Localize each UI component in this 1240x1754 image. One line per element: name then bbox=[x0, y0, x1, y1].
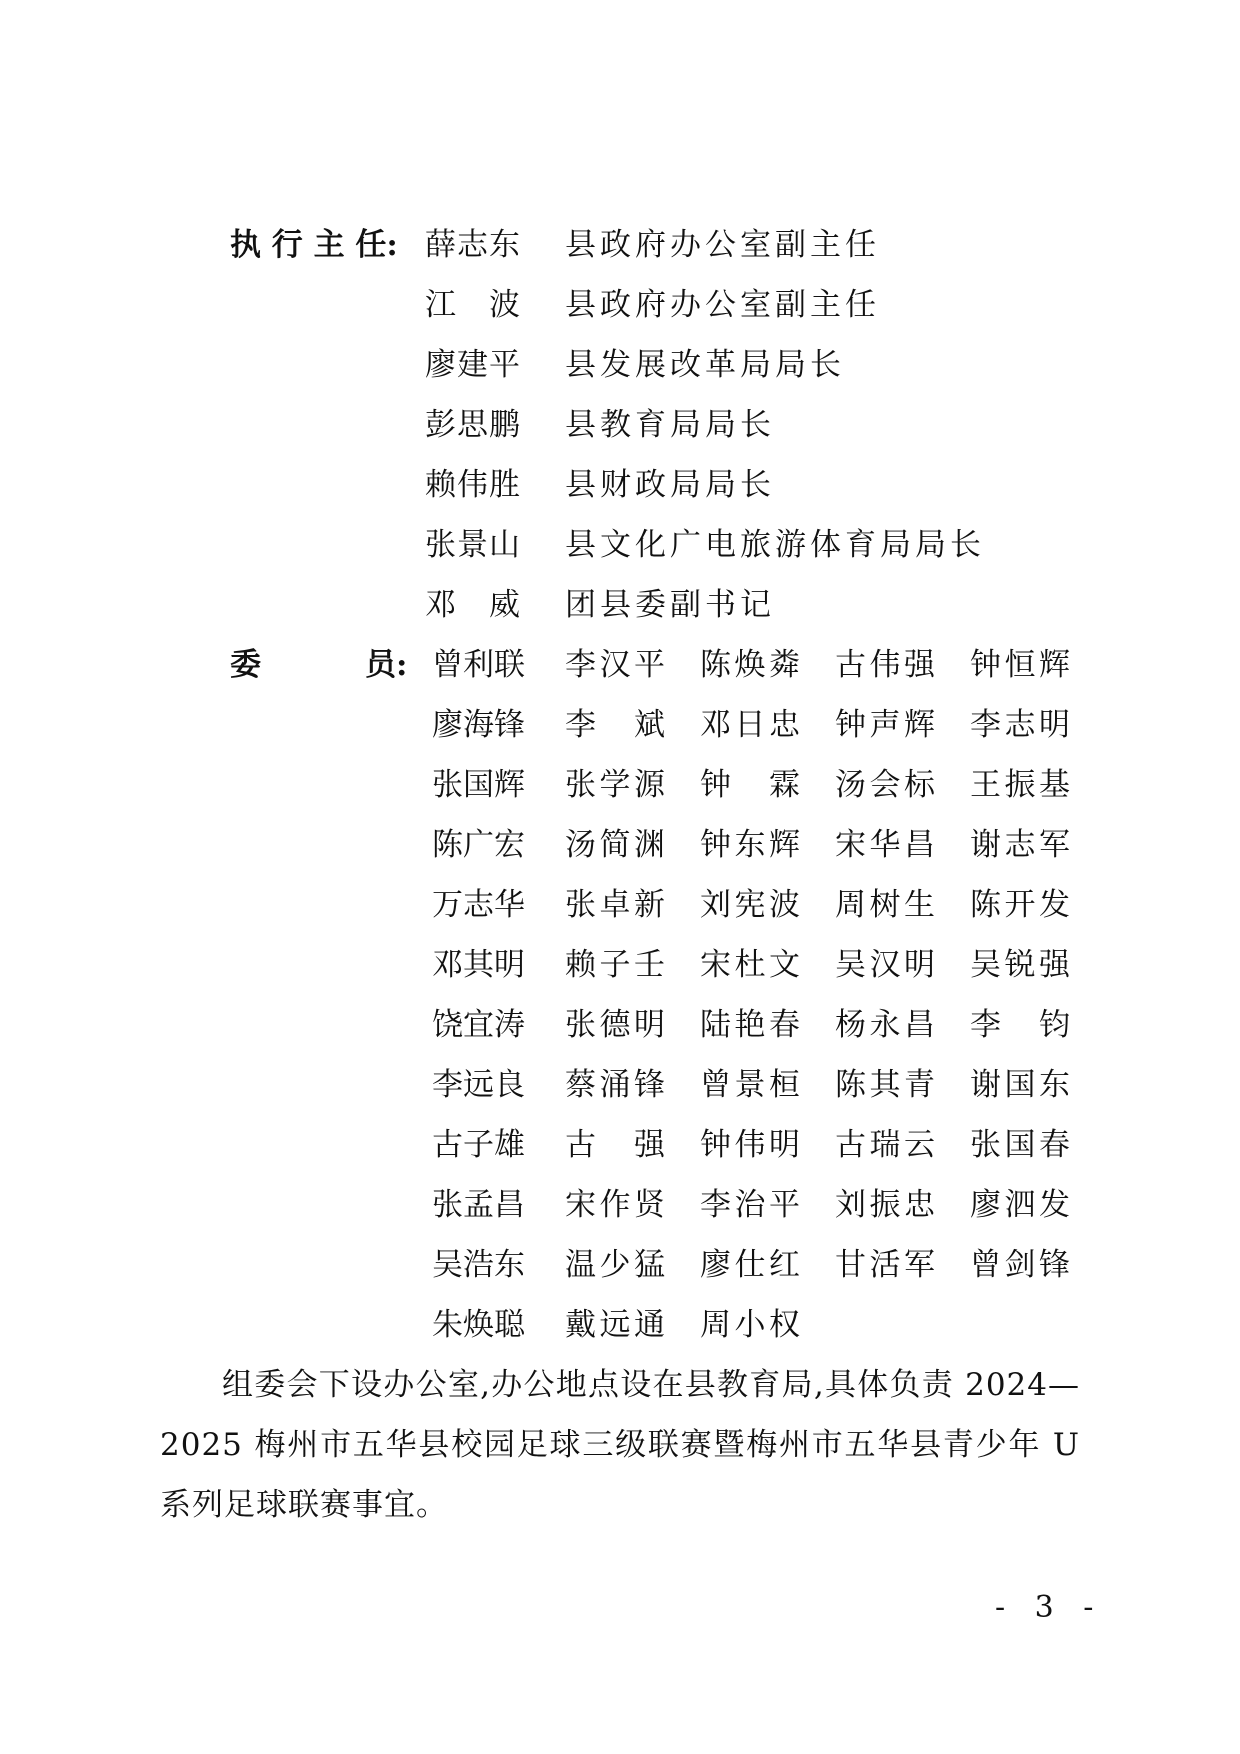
member-name: 廖海锋 bbox=[432, 707, 525, 743]
exec-director-label: 执 行 主 任: bbox=[230, 227, 398, 263]
member-name: 曾利联 bbox=[432, 647, 525, 683]
member-name: 李治平 bbox=[700, 1187, 800, 1223]
member-name: 古 强 bbox=[565, 1127, 665, 1163]
member-name: 曾景桓 bbox=[700, 1067, 800, 1103]
member-name: 廖泗发 bbox=[970, 1187, 1070, 1223]
exec-director-name: 江 波 bbox=[425, 287, 520, 323]
member-name: 陈焕粦 bbox=[700, 647, 800, 683]
member-name: 蔡涌锋 bbox=[565, 1067, 665, 1103]
member-name: 张孟昌 bbox=[432, 1187, 525, 1223]
member-name: 朱焕聪 bbox=[432, 1307, 525, 1343]
member-label-right: 员: bbox=[365, 647, 408, 683]
exec-director-title: 县财政局局长 bbox=[565, 467, 775, 503]
member-label-left: 委 bbox=[230, 647, 261, 683]
member-name: 谢国东 bbox=[970, 1067, 1070, 1103]
member-name: 刘振忠 bbox=[835, 1187, 935, 1223]
office-paragraph: 组委会下设办公室,办公地点设在县教育局,具体负责 2024—2025 梅州市五华县校园足球三级联赛暨梅州市五华县青少年 U 系列足球联赛事宜。 bbox=[160, 1367, 1080, 1523]
member-name: 宋华昌 bbox=[835, 827, 935, 863]
member-name: 陆艳春 bbox=[700, 1007, 800, 1043]
member-name: 宋作贤 bbox=[565, 1187, 665, 1223]
member-name: 钟伟明 bbox=[700, 1127, 800, 1163]
member-name: 张德明 bbox=[565, 1007, 665, 1043]
exec-director-title: 县政府办公室副主任 bbox=[565, 227, 880, 263]
exec-director-name: 赖伟胜 bbox=[425, 467, 520, 503]
exec-director-title: 团县委副书记 bbox=[565, 587, 775, 623]
exec-director-name: 张景山 bbox=[425, 527, 520, 563]
member-name: 钟 霖 bbox=[700, 767, 800, 803]
member-name: 邓日忠 bbox=[700, 707, 800, 743]
member-name: 廖仕红 bbox=[700, 1247, 800, 1283]
member-name: 甘活军 bbox=[835, 1247, 935, 1283]
member-name: 李汉平 bbox=[565, 647, 665, 683]
member-name: 李远良 bbox=[432, 1067, 525, 1103]
member-name: 钟声辉 bbox=[835, 707, 935, 743]
member-name: 汤简渊 bbox=[565, 827, 665, 863]
member-name: 陈广宏 bbox=[432, 827, 525, 863]
member-name: 陈其青 bbox=[835, 1067, 935, 1103]
member-name: 李 钧 bbox=[970, 1007, 1070, 1043]
member-name: 李 斌 bbox=[565, 707, 665, 743]
exec-director-title: 县政府办公室副主任 bbox=[565, 287, 880, 323]
member-name: 张卓新 bbox=[565, 887, 665, 923]
member-name: 吴锐强 bbox=[970, 947, 1070, 983]
member-name: 赖子壬 bbox=[565, 947, 665, 983]
member-name: 周小权 bbox=[700, 1307, 800, 1343]
member-name: 戴远通 bbox=[565, 1307, 665, 1343]
member-name: 古伟强 bbox=[835, 647, 935, 683]
member-name: 张国春 bbox=[970, 1127, 1070, 1163]
member-name: 汤会标 bbox=[835, 767, 935, 803]
exec-director-name: 廖建平 bbox=[425, 347, 520, 383]
member-name: 宋杜文 bbox=[700, 947, 800, 983]
member-name: 杨永昌 bbox=[835, 1007, 935, 1043]
member-name: 李志明 bbox=[970, 707, 1070, 743]
exec-director-name: 薛志东 bbox=[425, 227, 520, 263]
member-name: 古瑞云 bbox=[835, 1127, 935, 1163]
member-name: 张学源 bbox=[565, 767, 665, 803]
exec-director-name: 彭思鹏 bbox=[425, 407, 520, 443]
member-name: 邓其明 bbox=[432, 947, 525, 983]
member-name: 曾剑锋 bbox=[970, 1247, 1070, 1283]
member-name: 谢志军 bbox=[970, 827, 1070, 863]
member-name: 吴浩东 bbox=[432, 1247, 525, 1283]
page-number: - 3 - bbox=[995, 1590, 1104, 1625]
member-name: 万志华 bbox=[432, 887, 525, 923]
member-name: 刘宪波 bbox=[700, 887, 800, 923]
member-name: 钟东辉 bbox=[700, 827, 800, 863]
exec-director-title: 县文化广电旅游体育局局长 bbox=[565, 527, 985, 563]
exec-director-name: 邓 威 bbox=[425, 587, 520, 623]
member-name: 吴汉明 bbox=[835, 947, 935, 983]
member-name: 陈开发 bbox=[970, 887, 1070, 923]
exec-director-title: 县发展改革局局长 bbox=[565, 347, 845, 383]
member-name: 古子雄 bbox=[432, 1127, 525, 1163]
member-name: 温少猛 bbox=[565, 1247, 665, 1283]
member-name: 饶宜涛 bbox=[432, 1007, 525, 1043]
member-name: 周树生 bbox=[835, 887, 935, 923]
member-name: 钟恒辉 bbox=[970, 647, 1070, 683]
member-name: 张国辉 bbox=[432, 767, 525, 803]
exec-director-title: 县教育局局长 bbox=[565, 407, 775, 443]
member-name: 王振基 bbox=[970, 767, 1070, 803]
